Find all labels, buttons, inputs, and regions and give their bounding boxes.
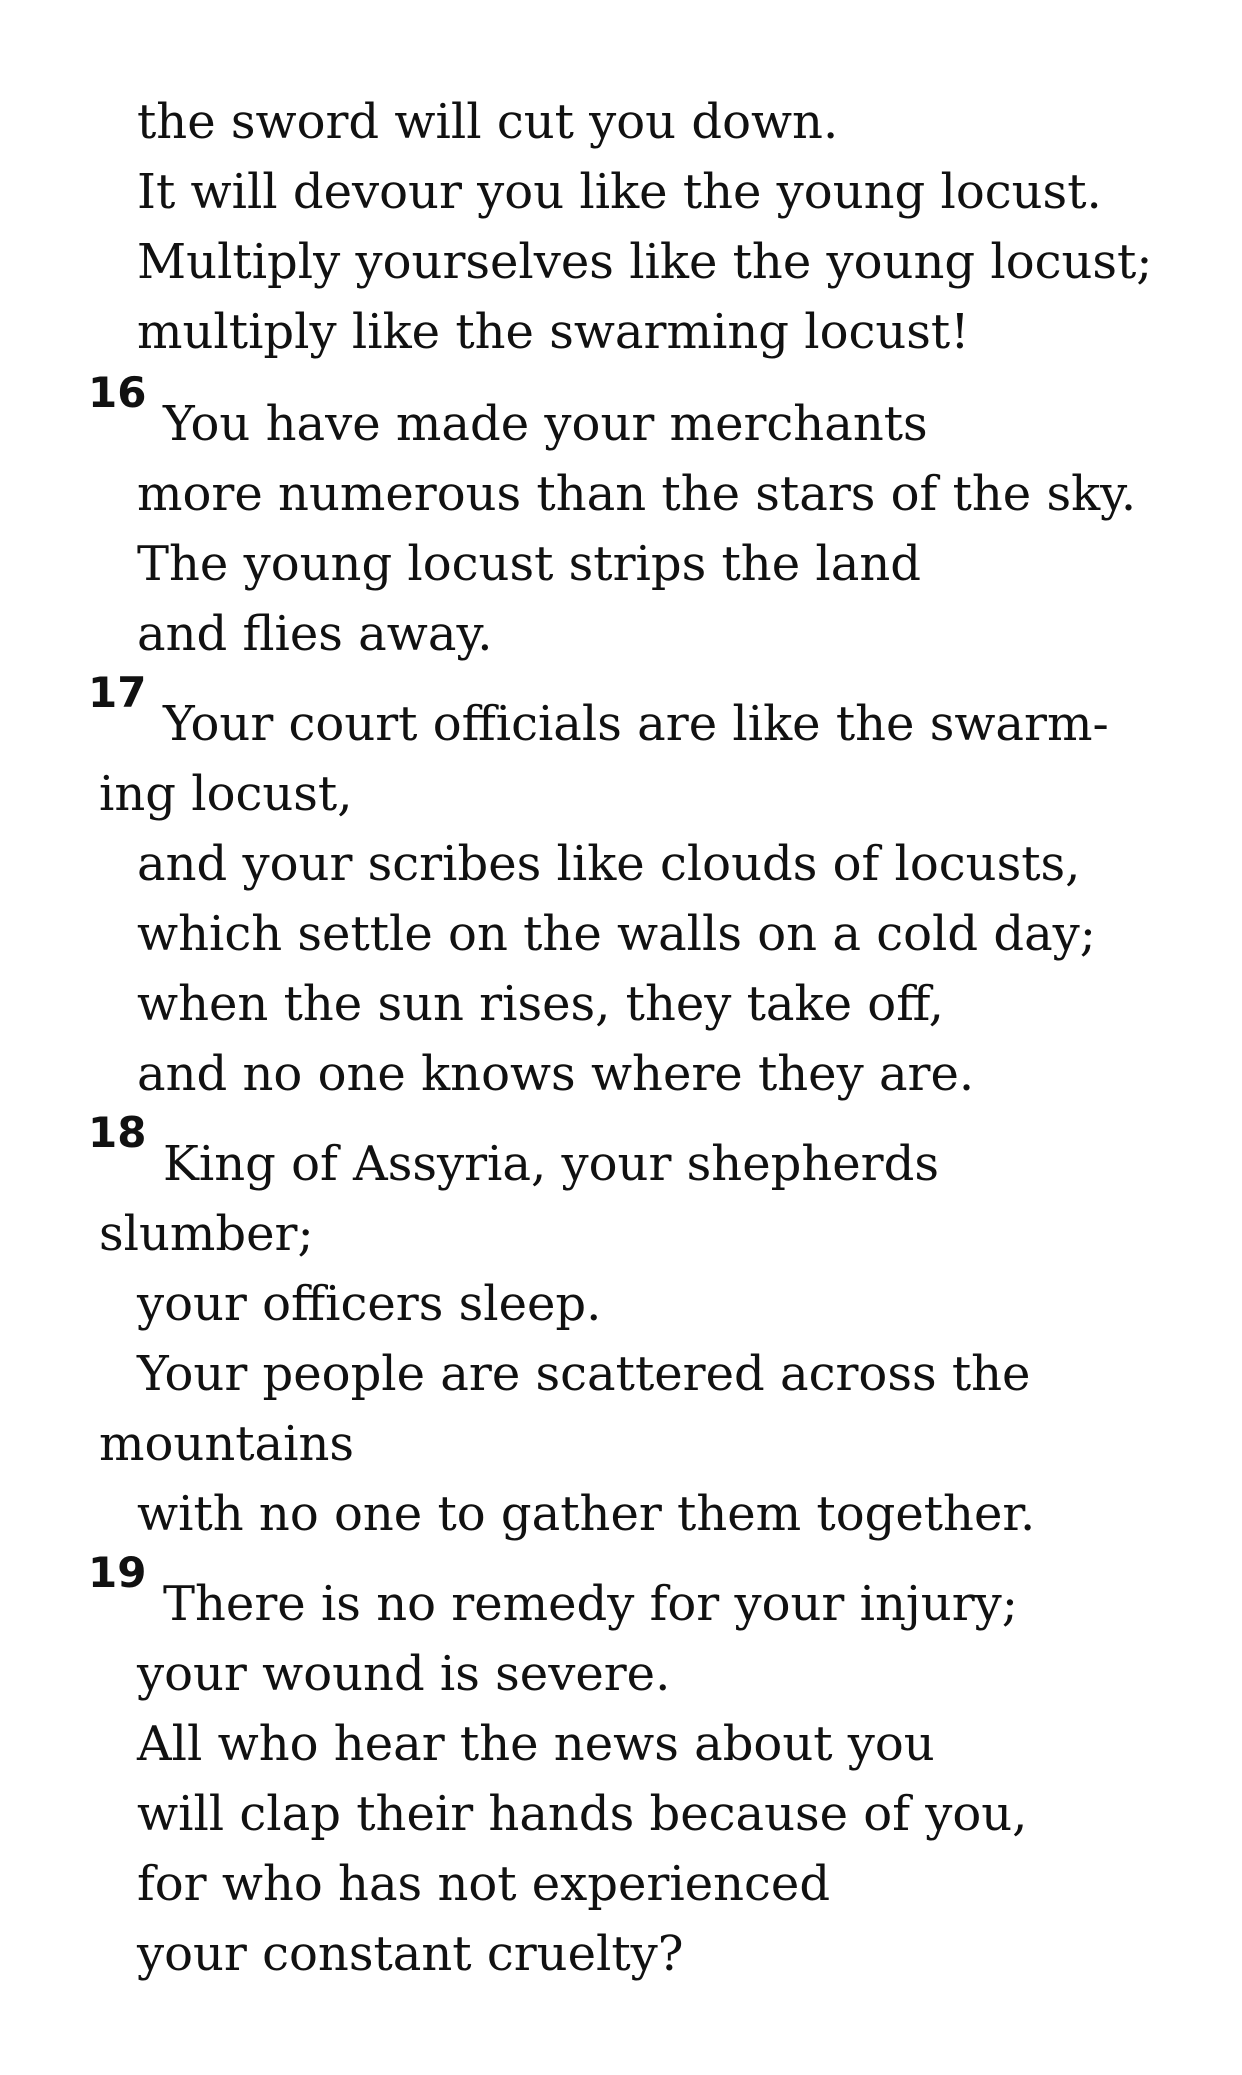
poetry-line: with no one to gather them together. bbox=[137, 1486, 1036, 1542]
poetry-line: your constant cruelty? bbox=[137, 1926, 684, 1982]
poetry-line: and your scribes like clouds of locusts, bbox=[137, 836, 1081, 892]
poetry-line: will clap their hands because of you, bbox=[137, 1786, 1028, 1842]
verse-number: 17 bbox=[88, 668, 147, 717]
poetry-line: multiply like the swarming locust! bbox=[137, 304, 970, 360]
poetry-line: King of Assyria, your shepherds bbox=[163, 1136, 939, 1192]
poetry-line: Multiply yourselves like the young locust; bbox=[137, 234, 1153, 290]
poetry-line: ing locust, bbox=[99, 766, 353, 822]
poetry-line: and no one knows where they are. bbox=[137, 1046, 975, 1102]
poetry-line: slumber; bbox=[99, 1206, 314, 1262]
poetry-line: the sword will cut you down. bbox=[137, 94, 839, 150]
poetry-line: your officers sleep. bbox=[137, 1276, 602, 1332]
poetry-line: The young locust strips the land bbox=[137, 536, 921, 592]
verse-number: 18 bbox=[88, 1108, 147, 1157]
poetry-line: You have made your merchants bbox=[163, 396, 928, 452]
poetry-line: Your people are scattered across the bbox=[137, 1346, 1031, 1402]
poetry-line: All who hear the news about you bbox=[137, 1716, 935, 1772]
poetry-line: It will devour you like the young locust. bbox=[137, 164, 1102, 220]
poetry-line: for who has not experienced bbox=[137, 1856, 831, 1912]
poetry-line: and flies away. bbox=[137, 606, 493, 662]
verse-number: 16 bbox=[88, 368, 147, 417]
poetry-line: mountains bbox=[99, 1416, 355, 1472]
poetry-line: your wound is severe. bbox=[137, 1646, 671, 1702]
verse-number: 19 bbox=[88, 1548, 147, 1597]
poetry-line: more numerous than the stars of the sky. bbox=[137, 466, 1137, 522]
poetry-line: Your court officials are like the swarm- bbox=[163, 696, 1109, 752]
poetry-line: which settle on the walls on a cold day; bbox=[137, 906, 1096, 962]
poetry-line: There is no remedy for your injury; bbox=[163, 1576, 1018, 1632]
poetry-line: when the sun rises, they take off, bbox=[137, 976, 944, 1032]
